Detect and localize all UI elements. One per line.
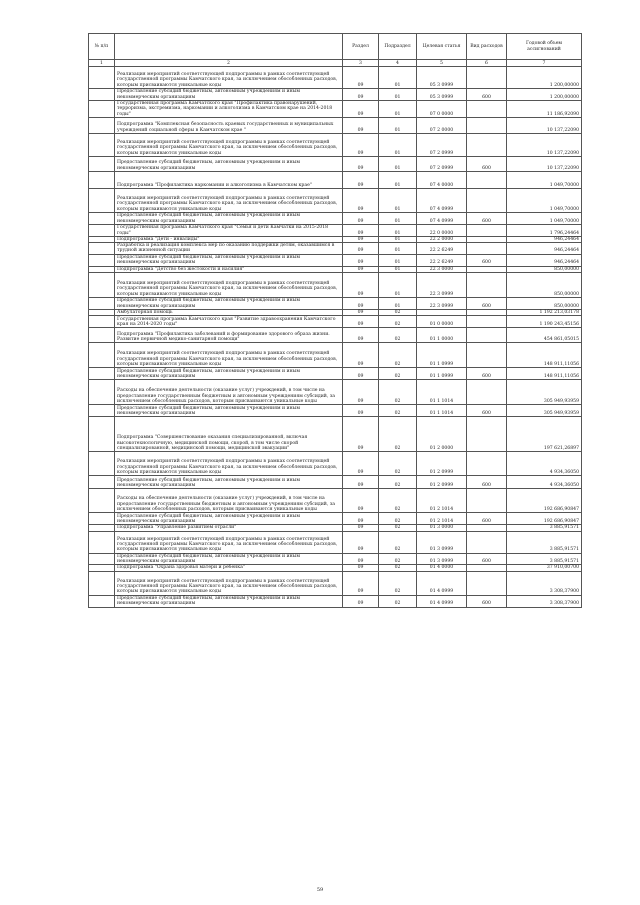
cell-podrazdel: 02 [379,316,417,328]
cell-razdel: 09 [343,531,379,553]
cell-podrazdel: 02 [379,489,417,513]
cell-sum: 10 137,22090 [507,117,582,133]
colnum-6: 6 [467,60,507,67]
table-row [89,405,582,417]
cell-podrazdel: 01 [379,224,417,236]
cell-target: 22 0 0000 [417,224,467,236]
cell-name: Реализация мероприятий соответствующей подпрограммы в рамках соответствующей государственной программы Камчатского края, за исключением обособленных расходов, которым присваиваются уникальные коды [115,133,343,156]
cell-name: Подпрограмма "Профилактика наркомании и алкоголизма в Камчатском крае" [115,171,343,188]
cell-podrazdel: 01 [379,243,417,255]
cell-podrazdel: 02 [379,553,417,565]
cell-name: Подпрограмма "Комплексная безопасность краевых государственных и муниципальных учреждений социальной сферы в Камчатском крае " [115,117,343,133]
cell-name: Предоставление субсидий бюджетным, автономным учреждениям и иным некоммерческим организациям [115,476,343,489]
cell-name: Государственная программа Камчатского края "Семья и дети Камчатки на 2015-2018 годы" [115,224,343,236]
cell-razdel: 09 [343,67,379,89]
header-name [115,34,343,60]
cell-podrazdel: 01 [379,212,417,224]
cell-sum: 1 200,00000 [507,67,582,89]
cell-razdel: 09 [343,565,379,571]
cell-podrazdel: 02 [379,328,417,343]
cell-num [89,368,115,380]
cell-target: 22 3 0999 [417,273,467,298]
cell-podrazdel: 01 [379,101,417,118]
cell-num [89,273,115,298]
cell-target: 01 0 0000 [417,316,467,328]
colnum-1: 1 [89,60,115,67]
cell-sum: 1 190 243,45156 [507,316,582,328]
cell-sum: 1 049,70000 [507,188,582,212]
cell-name: Предоставление субсидий бюджетным, автономным учреждениям и иным некоммерческим организациям [115,513,343,525]
cell-podrazdel: 01 [379,188,417,212]
cell-num [89,117,115,133]
table-row [89,101,582,118]
cell-vid: 600 [467,405,507,417]
cell-vid [467,328,507,343]
cell-vid [467,67,507,89]
cell-num [89,452,115,476]
table-row [89,224,582,236]
cell-target: 01 4 0999 [417,571,467,595]
cell-name: Подпрограмма "Дети - инвалиды" [115,236,343,242]
cell-vid [467,417,507,452]
cell-target: 01 3 0000 [417,525,467,531]
cell-sum: 3 308,37900 [507,595,582,607]
cell-name: Предоставление субсидий бюджетным, автономным учреждениям и иным некоммерческим организациям [115,156,343,171]
table-row [89,595,582,607]
cell-sum: 3 885,91571 [507,531,582,553]
cell-podrazdel: 02 [379,452,417,476]
cell-podrazdel: 01 [379,156,417,171]
cell-target: 01 3 0999 [417,531,467,553]
cell-target: 01 2 0999 [417,452,467,476]
cell-podrazdel: 01 [379,254,417,266]
table-row [89,417,582,452]
cell-num [89,243,115,255]
table-row [89,156,582,171]
cell-name: Предоставление субсидий бюджетным, автономным учреждениям и иным некоммерческим организациям [115,595,343,607]
cell-target: 01 2 1014 [417,489,467,513]
cell-vid [467,343,507,368]
cell-num [89,67,115,89]
cell-sum: 1 192 213,03178 [507,310,582,316]
cell-name: Предоставление субсидий бюджетным, автономным учреждениям и иным некоммерческим организациям [115,212,343,224]
cell-name: Расходы на обеспечение деятельности (оказание услуг) учреждений, в том числе на предоставление государственным бюджетным и автономным учреждениям субсидий, за исключением обособленных расходов, которым присваиваются уникальные коды [115,489,343,513]
table-row [89,343,582,368]
colnum-3: 3 [343,60,379,67]
cell-name: Реализация мероприятий соответствующей подпрограммы в рамках соответствующей государственной программы Камчатского края, за исключением обособленных расходов, которым присваиваются уникальные коды [115,343,343,368]
table-row [89,452,582,476]
cell-num [89,101,115,118]
cell-target: 22 3 0000 [417,266,467,272]
cell-num [89,380,115,405]
table-row [89,117,582,133]
cell-num [89,595,115,607]
cell-podrazdel: 02 [379,565,417,571]
cell-num [89,553,115,565]
cell-name: Реализация мероприятий соответствующей подпрограммы в рамках соответствующей государственной программы Камчатского края, за исключением обособленных расходов, которым присваиваются уникальные коды [115,531,343,553]
cell-podrazdel: 02 [379,405,417,417]
table-row [89,273,582,298]
cell-sum: 305 949,93959 [507,405,582,417]
cell-razdel: 09 [343,310,379,316]
cell-sum: 197 621,26897 [507,417,582,452]
cell-target: 07 4 0999 [417,212,467,224]
cell-razdel: 09 [343,525,379,531]
cell-podrazdel: 01 [379,236,417,242]
cell-name: Предоставление субсидий бюджетным, автономным учреждениям и иным некоммерческим организациям [115,298,343,310]
cell-razdel: 09 [343,273,379,298]
header-vid: Вид расходов [467,34,507,60]
header-target: Целевая статья [417,34,467,60]
table-header-row [89,34,582,60]
table-row [89,67,582,89]
cell-num [89,476,115,489]
colnum-5: 5 [417,60,467,67]
column-number-row [89,60,582,67]
cell-target: 07 2 0999 [417,156,467,171]
cell-sum: 4 934,36050 [507,452,582,476]
cell-vid: 600 [467,254,507,266]
cell-name: Подпрограмма "Профилактика заболеваний и формирование здорового образа жизни. Развитие первичной медико-санитарной помощи" [115,328,343,343]
cell-name: Подпрограмма "Охрана здоровья матери и ребенка" [115,565,343,571]
cell-name: Реализация мероприятий соответствующей подпрограммы в рамках соответствующей государственной программы Камчатского края, за исключением обособленных расходов, которым присваиваются уникальные коды [115,67,343,89]
cell-name: Подпрограмма "Детство без жестокости и насилия" [115,266,343,272]
cell-sum: 850,00000 [507,266,582,272]
cell-sum: 3 885,91571 [507,525,582,531]
cell-podrazdel: 01 [379,89,417,101]
cell-sum: 850,00000 [507,273,582,298]
cell-name: Подпрограмма "Управление развитием отрасли" [115,525,343,531]
cell-num [89,224,115,236]
cell-num [89,405,115,417]
cell-target: 01 1 0999 [417,368,467,380]
cell-sum: 4 934,36050 [507,476,582,489]
cell-sum: 1 049,70000 [507,171,582,188]
table-row [89,476,582,489]
cell-razdel: 09 [343,316,379,328]
cell-num [89,316,115,328]
cell-name: Предоставление субсидий бюджетным, автономным учреждениям и иным некоммерческим организациям [115,553,343,565]
cell-podrazdel: 02 [379,531,417,553]
cell-num [89,343,115,368]
cell-sum: 946,24464 [507,254,582,266]
cell-name: Реализация мероприятий соответствующей подпрограммы в рамках соответствующей государственной программы Камчатского края, за исключением обособленных расходов, которым присваиваются уникальные коды [115,571,343,595]
cell-sum: 3 885,91571 [507,553,582,565]
cell-name: Подпрограмма "Совершенствование оказания специализированной, включая высокотехнологичную, медицинской помощи, скорой, в том числе скорой специализированной, медицинской помощи, медицинской эвакуации" [115,417,343,452]
cell-podrazdel: 02 [379,310,417,316]
cell-vid [467,571,507,595]
cell-target: 01 3 0999 [417,553,467,565]
cell-num [89,328,115,343]
table-row [89,133,582,156]
cell-razdel: 09 [343,243,379,255]
cell-target: 05 3 0999 [417,89,467,101]
cell-name: Разработка и реализация комплекса мер по оказанию поддержки детям, оказавшимся в трудной жизненной ситуации [115,243,343,255]
cell-podrazdel: 01 [379,171,417,188]
cell-vid [467,171,507,188]
cell-num [89,531,115,553]
cell-razdel: 09 [343,417,379,452]
cell-num [89,254,115,266]
cell-name: Предоставление субсидий бюджетным, автономным учреждениям и иным некоммерческим организациям [115,368,343,380]
cell-razdel: 09 [343,595,379,607]
table-row [89,243,582,255]
cell-vid: 600 [467,212,507,224]
cell-podrazdel: 02 [379,417,417,452]
cell-vid [467,133,507,156]
cell-sum: 850,00000 [507,298,582,310]
cell-sum: 10 137,22090 [507,156,582,171]
header-razdel: Раздел [343,34,379,60]
cell-razdel: 09 [343,266,379,272]
table-row [89,531,582,553]
cell-podrazdel: 01 [379,133,417,156]
cell-sum: 10 137,22090 [507,133,582,156]
cell-target: 05 3 0999 [417,67,467,89]
cell-sum: 192 686,90847 [507,513,582,525]
table-row [89,553,582,565]
cell-vid: 600 [467,476,507,489]
cell-num [89,188,115,212]
cell-vid: 600 [467,156,507,171]
cell-vid: 600 [467,553,507,565]
colnum-2: 2 [115,60,343,67]
cell-target: 01 4 0000 [417,565,467,571]
table-row [89,89,582,101]
cell-target: 01 1 1014 [417,380,467,405]
cell-razdel: 09 [343,188,379,212]
colnum-7: 7 [507,60,582,67]
header-podrazdel: Подраздел [379,34,417,60]
table-row [89,171,582,188]
cell-vid [467,452,507,476]
cell-sum: 11 186,92090 [507,101,582,118]
cell-vid [467,101,507,118]
cell-vid [467,489,507,513]
page-number: 59 [316,887,324,893]
cell-vid [467,273,507,298]
cell-target: 07 2 0999 [417,133,467,156]
cell-razdel: 09 [343,156,379,171]
cell-razdel: 09 [343,380,379,405]
cell-razdel: 09 [343,489,379,513]
cell-name: Амбулаторная помощь [115,310,343,316]
table-row [89,571,582,595]
table-row [89,316,582,328]
table-row [89,380,582,405]
cell-sum: 1 796,24464 [507,224,582,236]
cell-target: 01 2 1014 [417,513,467,525]
cell-name: Реализация мероприятий соответствующей подпрограммы в рамках соответствующей государственной программы Камчатского края, за исключением обособленных расходов, которым присваиваются уникальные коды [115,273,343,298]
colnum-4: 4 [379,60,417,67]
table-body [89,67,582,608]
cell-razdel: 09 [343,452,379,476]
cell-razdel: 09 [343,405,379,417]
cell-razdel: 09 [343,224,379,236]
cell-podrazdel: 01 [379,117,417,133]
cell-sum: 1 049,70000 [507,212,582,224]
cell-podrazdel: 02 [379,525,417,531]
cell-razdel: 09 [343,513,379,525]
table-row [89,298,582,310]
cell-sum: 148 911,11056 [507,343,582,368]
cell-vid: 600 [467,298,507,310]
cell-sum: 37 910,00700 [507,565,582,571]
table-row [89,489,582,513]
cell-vid [467,224,507,236]
cell-num [89,156,115,171]
cell-name: Государственная программа Камчатского края "Профилактика правонарушений, терроризма, экстремизма, наркомании и алкоголизма в Камчатском крае на 2014-2018 годы" [115,101,343,118]
cell-sum: 946,24464 [507,236,582,242]
cell-sum: 192 686,90847 [507,489,582,513]
cell-podrazdel: 01 [379,298,417,310]
cell-vid [467,243,507,255]
table-row [89,188,582,212]
cell-vid [467,380,507,405]
budget-table [88,33,582,608]
cell-podrazdel: 01 [379,67,417,89]
cell-target: 01 4 0999 [417,595,467,607]
cell-target: 01 1 0000 [417,328,467,343]
cell-num [89,133,115,156]
cell-razdel: 09 [343,133,379,156]
cell-num [89,298,115,310]
cell-name: Расходы на обеспечение деятельности (оказание услуг) учреждений, в том числе на предоставление государственным бюджетным и автономным учреждениям субсидий, за исключением обособленных расходов, которым присваиваются уникальные коды [115,380,343,405]
cell-num [89,489,115,513]
cell-target: 07 2 0000 [417,117,467,133]
cell-target: 01 2 0000 [417,417,467,452]
cell-target: 07 0 0000 [417,101,467,118]
cell-sum: 148 911,11056 [507,368,582,380]
cell-target: 01 1 0999 [417,343,467,368]
cell-name: Предоставление субсидий бюджетным, автономным учреждениям и иным некоммерческим организациям [115,89,343,101]
cell-podrazdel: 02 [379,343,417,368]
cell-razdel: 09 [343,236,379,242]
cell-num [89,417,115,452]
cell-num [89,571,115,595]
cell-razdel: 09 [343,298,379,310]
table-row [89,212,582,224]
cell-num [89,513,115,525]
cell-razdel: 09 [343,476,379,489]
cell-vid [467,188,507,212]
cell-razdel: 09 [343,212,379,224]
cell-vid: 600 [467,368,507,380]
cell-vid [467,316,507,328]
cell-podrazdel: 02 [379,476,417,489]
table-row [89,328,582,343]
cell-target: 22 3 0999 [417,298,467,310]
cell-razdel: 09 [343,89,379,101]
cell-vid: 600 [467,595,507,607]
cell-vid [467,117,507,133]
cell-target: 07 4 0999 [417,188,467,212]
cell-name: Предоставление субсидий бюджетным, автономным учреждениям и иным некоммерческим организациям [115,254,343,266]
cell-num [89,171,115,188]
cell-num [89,212,115,224]
cell-sum: 305 949,93959 [507,380,582,405]
cell-podrazdel: 02 [379,368,417,380]
cell-razdel: 09 [343,117,379,133]
cell-razdel: 09 [343,171,379,188]
cell-podrazdel: 01 [379,266,417,272]
cell-razdel: 09 [343,553,379,565]
cell-razdel: 09 [343,343,379,368]
cell-target: 22 2 0000 [417,236,467,242]
cell-razdel: 09 [343,254,379,266]
cell-razdel: 09 [343,328,379,343]
cell-podrazdel: 02 [379,571,417,595]
cell-target: 01 1 1014 [417,405,467,417]
cell-name: Реализация мероприятий соответствующей подпрограммы в рамках соответствующей государственной программы Камчатского края, за исключением обособленных расходов, которым присваиваются уникальные коды [115,188,343,212]
table-row [89,368,582,380]
header-num: № п/п [89,34,115,60]
cell-sum: 454 861,05015 [507,328,582,343]
cell-name: Реализация мероприятий соответствующей подпрограммы в рамках соответствующей государственной программы Камчатского края, за исключением обособленных расходов, которым присваиваются уникальные коды [115,452,343,476]
cell-vid: 600 [467,513,507,525]
cell-podrazdel: 01 [379,273,417,298]
cell-vid [467,531,507,553]
cell-target: 01 2 0999 [417,476,467,489]
cell-target: 22 2 6249 [417,254,467,266]
cell-razdel: 09 [343,101,379,118]
cell-vid: 600 [467,89,507,101]
cell-sum: 946,24464 [507,243,582,255]
table-row [89,513,582,525]
cell-razdel: 09 [343,368,379,380]
table-row [89,254,582,266]
cell-podrazdel: 02 [379,595,417,607]
cell-podrazdel: 02 [379,513,417,525]
cell-sum: 1 200,00000 [507,89,582,101]
cell-target: 07 4 0000 [417,171,467,188]
cell-num [89,89,115,101]
cell-sum: 3 308,37900 [507,571,582,595]
cell-razdel: 09 [343,571,379,595]
cell-podrazdel: 02 [379,380,417,405]
cell-target: 22 2 6249 [417,243,467,255]
header-sum: Годовой объем ассигнований [507,34,582,60]
cell-name: Предоставление субсидий бюджетным, автономным учреждениям и иным некоммерческим организациям [115,405,343,417]
cell-name: Государственная программа Камчатского края "Развитие здравоохранения Камчатского края на 2014-2020 годы" [115,316,343,328]
